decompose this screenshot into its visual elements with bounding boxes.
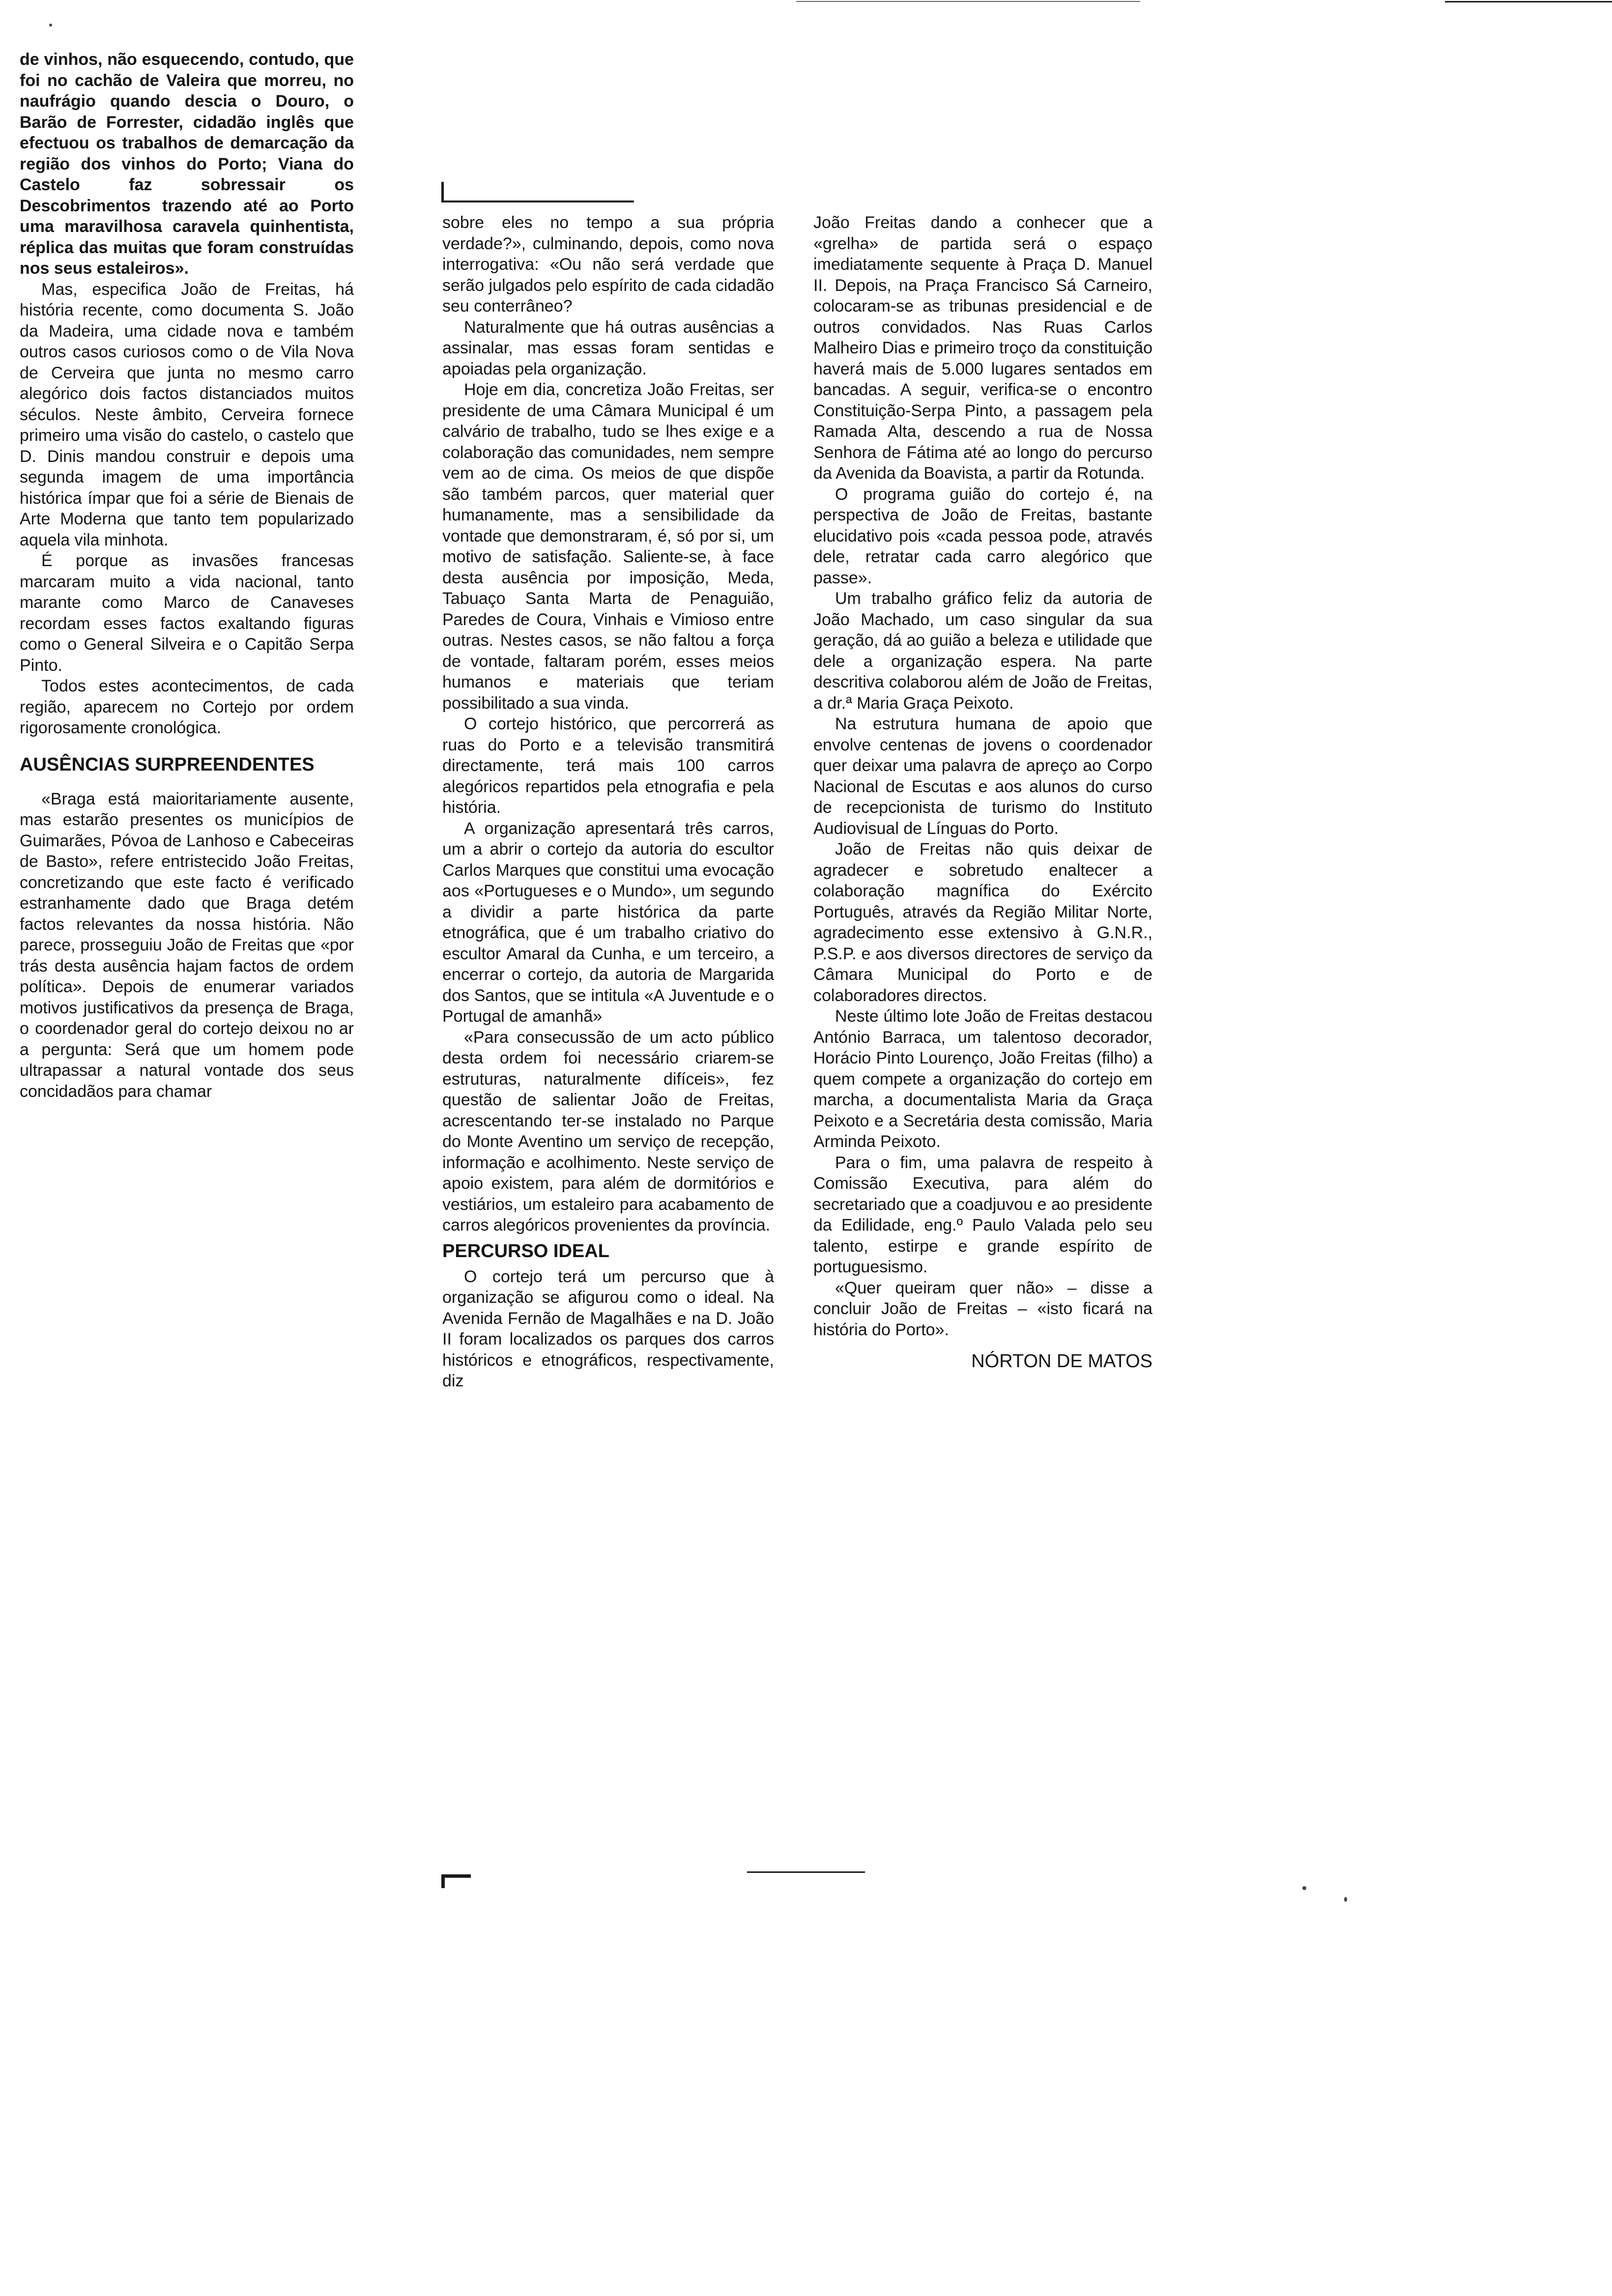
section-heading-percurso: PERCURSO IDEAL xyxy=(442,1240,609,1262)
author-signature: NÓRTON DE MATOS xyxy=(971,1351,1152,1372)
column-1 xyxy=(20,49,354,1102)
column3-paragraph: Neste último lote João de Freitas destacou António Barraca, um talentoso decorador, Horácio Pinto Lourenço, João Freitas (filho) a quem compete a organização do cortejo em marcha, a documentalista Maria da Graça Peixoto e a Secretária desta comissão, Maria Arminda Peixoto. xyxy=(813,1007,1152,1151)
column1-paragraph: É porque as invasões francesas marcaram muito a vida nacional, tanto marante como Marco de Canaveses recordam esses factos exaltando figuras como o General Silveira e o Capitão Serpa Pinto. xyxy=(20,551,354,675)
column2-paragraph: O cortejo histórico, que percorrerá as ruas do Porto e a televisão transmitirá directamente, terá mais 100 carros alegóricos repartidos pela etnografia e pela história. xyxy=(442,715,774,817)
column2-paragraph: A organização apresentará três carros, um a abrir o cortejo da autoria do escultor Carlos Marques que constitui uma evocação aos «Portugueses e o Mundo», um segundo a dividir a parte histórica da parte etnográfica, que é um trabalho criativo do escultor Amaral da Cunha, e um terceiro, a encerrar o cortejo, da autoria de Margarida dos Santos, que se intitula «A Juventude e o Portugal de amanhã» xyxy=(442,819,774,1026)
column2-paragraph: sobre eles no tempo a sua própria verdade?», culminando, depois, como nova interrogativa: «Ou não será verdade que serão julgados pelo espírito de cada cidadão seu conterrâneo? xyxy=(442,213,774,316)
top-rule-right xyxy=(1445,1,1612,2)
column2-bottom-rule-right xyxy=(747,1871,865,1873)
column1-paragraph: «Braga está maioritariamente ausente, mas estarão presentes os municípios de Guimarães, Póvoa de Lanhoso e Cabeceiras de Basto», refere entristecido João Freitas, concretizando que este facto é verificado estranhamente dado que Braga detém factos relevantes da nossa história. Não parece, prosseguiu João de Freitas que «por trás desta ausência hajam factos de ordem política». Depois de enumerar variados motivos justificativos da presença de Braga, o coordenador geral do cortejo deixou no ar a pergunta: Será que um homem pode ultrapassar a natural vontade dos seus concidadãos para chamar xyxy=(20,789,354,1101)
column-2 xyxy=(442,212,774,1392)
column1-paragraph: Todos estes acontecimentos, de cada região, aparecem no Cortejo por ordem rigorosamente cronológica. xyxy=(20,677,354,737)
scan-speck xyxy=(49,24,52,27)
column2-bottom-tick xyxy=(441,1874,445,1888)
scan-speck xyxy=(1302,1886,1306,1890)
column3-paragraph: João de Freitas não quis deixar de agradecer e sobretudo enaltecer a colaboração magnífica do Exército Português, através da Região Militar Norte, agradecimento esse extensivo à G.N.R., P.S.P. e aos diversos directores de serviço da Câmara Municipal do Porto e de colaboradores directos. xyxy=(813,840,1152,1005)
section-heading-ausencias: AUSÊNCIAS SURPREENDENTES xyxy=(20,754,315,775)
column2-top-rule xyxy=(442,201,634,202)
column2-paragraph: «Para consecussão de um acto público desta ordem foi necessário criarem-se estruturas, naturalmente difíceis», fez questão de salientar João de Freitas, acrescentando ter-se instalado no Parque do Monte Aventino um serviço de recepção, informação e acolhimento. Neste serviço de apoio existem, para além de dormitórios e vestiários, um estaleiro para acabamento de carros alegóricos provenientes da província. xyxy=(442,1028,774,1234)
column3-paragraph: «Quer queiram quer não» – disse a concluir João de Freitas – «isto ficará na história do Porto». xyxy=(813,1278,1152,1339)
column2-paragraph: Hoje em dia, concretiza João Freitas, ser presidente de uma Câmara Municipal é um calvário de trabalho, tudo se lhes exige e a colaboração das comunidades, nem sempre vem ao de cima. Os meios de que dispõe são também parcos, quer material quer humanamente, mas a sensibilidade da vontade que demonstraram, é, só por si, um motivo de satisfação. Saliente-se, à face desta ausência por imposição, Meda, Tabuaço Santa Marta de Penaguião, Paredes de Coura, Vinhais e Vimioso entre outras. Nestes casos, se não faltou a força de vontade, faltaram porém, esses meios humanos e materiais que teriam possibilitado a sua vinda. xyxy=(442,380,774,713)
column3-paragraph: O programa guião do cortejo é, na perspectiva de João de Freitas, bastante elucidativo pois «cada pessoa pode, através dele, retratar cada carro alegórico que passe». xyxy=(813,485,1152,587)
column3-paragraph: Um trabalho gráfico feliz da autoria de João Machado, um caso singular da sua geração, dá ao guião a beleza e utilidade que dele a organização espera. Na parte descritiva colaborou além de João de Freitas, a dr.ª Maria Graça Peixoto. xyxy=(813,589,1152,713)
column2-top-tick xyxy=(441,182,444,202)
column2-paragraph: Naturalmente que há outras ausências a assinalar, mas essas foram sentidas e apoiadas pela organização. xyxy=(442,317,774,378)
column-3 xyxy=(813,212,1152,1372)
top-rule-mid xyxy=(796,1,1140,2)
column2-paragraph: O cortejo terá um percurso que à organização se afigurou como o ideal. Na Avenida Fernão de Magalhães e na D. João II foram localizados os parques dos carros históricos e etnográficos, respectivamente, diz xyxy=(442,1267,774,1390)
scan-speck xyxy=(1344,1897,1347,1902)
column1-intro: de vinhos, não esquecendo, contudo, que foi no cachão de Valeira que morreu, no naufrágio quando descia o Douro, o Barão de Forrester, cidadão inglês que efectuou os trabalhos de demarcação da região dos vinhos do Porto; Viana do Castelo faz sobressair os Descobrimentos trazendo até ao Porto uma maravilhosa caravela quinhentista, réplica das muitas que foram construídas nos seus estaleiros». xyxy=(20,50,354,278)
column3-paragraph: Para o fim, uma palavra de respeito à Comissão Executiva, para além do secretariado que a coadjuvou e ao presidente da Edilidade, eng.º Paulo Valada pelo seu talento, estirpe e grande espírito de portuguesismo. xyxy=(813,1153,1152,1276)
column3-paragraph: João Freitas dando a conhecer que a «grelha» de partida será o espaço imediatamente sequente à Praça D. Manuel II. Depois, na Praça Francisco Sá Carneiro, colocaram-se as tribunas presidencial e de outros convidados. Nas Ruas Carlos Malheiro Dias e primeiro troço da constituição haverá mais de 5.000 lugares sentados em bancadas. A seguir, verifica-se o encontro Constituição-Serpa Pinto, a passagem pela Ramada Alta, descendo a rua de Nossa Senhora de Fátima até ao longo do percurso da Avenida da Boavista, a partir da Rotunda. xyxy=(813,213,1152,483)
column3-paragraph: Na estrutura humana de apoio que envolve centenas de jovens o coordenador quer deixar uma palavra de apreço ao Corpo Nacional de Escutas e aos alunos do curso de recepcionista de turismo do Instituto Audiovisual de Línguas do Porto. xyxy=(813,715,1152,838)
column2-bottom-rule xyxy=(441,1874,471,1878)
column1-paragraph: Mas, especifica João de Freitas, há história recente, como documenta S. João da Madeira, uma cidade nova e também outros casos curiosos como o de Vila Nova de Cerveira que junta no mesmo carro alegórico dois factos distanciados muitos séculos. Neste âmbito, Cerveira fornece primeiro uma visão do castelo, o castelo que D. Dinis mandou construir e depois uma segunda imagem de uma importância histórica ímpar que foi a série de Bienais de Arte Moderna que tanto tem popularizado aquela vila minhota. xyxy=(20,280,354,549)
